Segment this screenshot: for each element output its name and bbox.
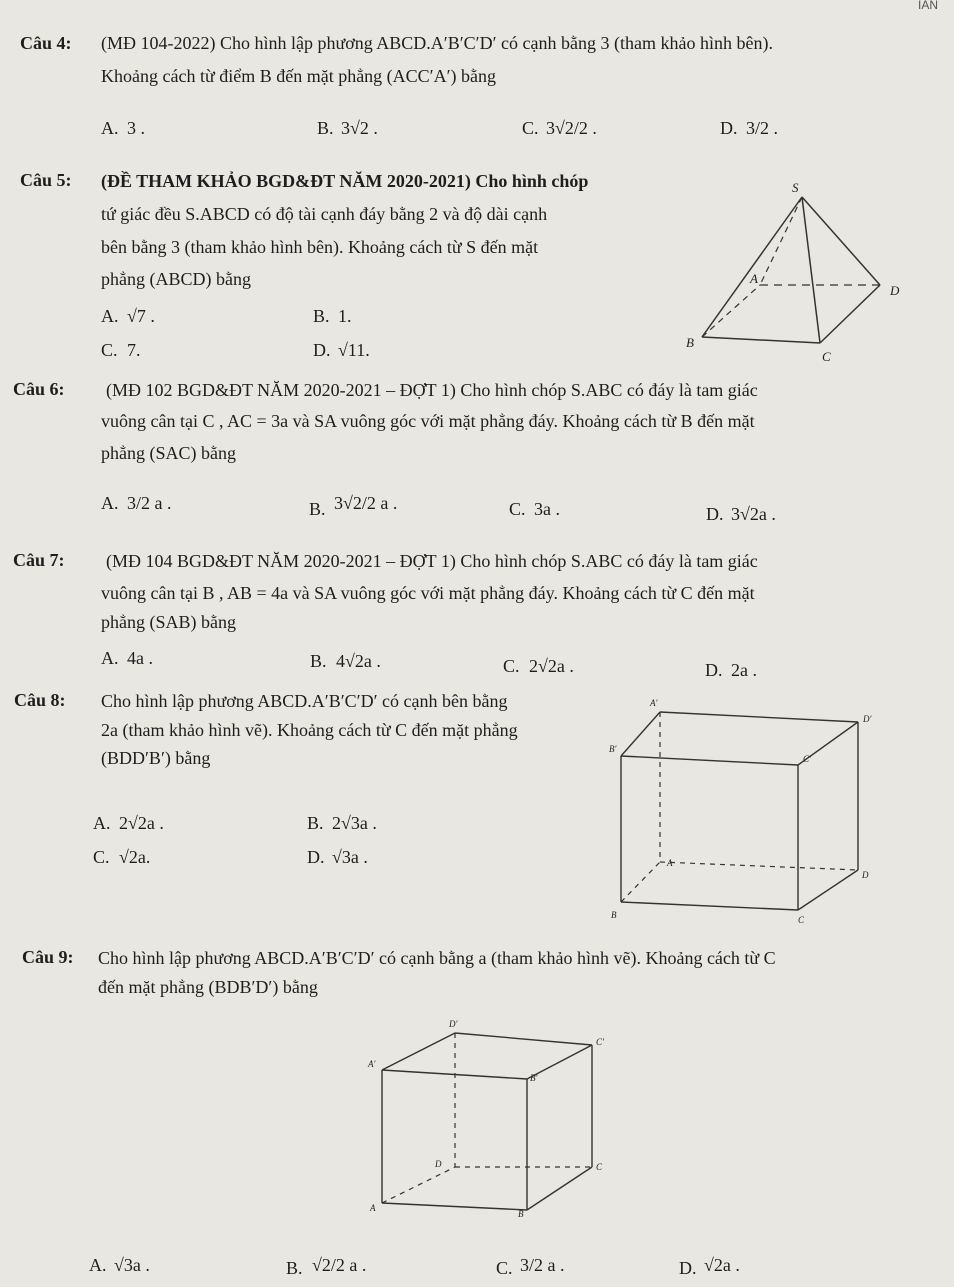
figure-label: C′ [803, 754, 811, 764]
figure-label: D′ [449, 1019, 458, 1029]
option-value: 3√2a . [731, 504, 776, 524]
option-label: A. [101, 648, 119, 668]
figure-label: B′ [530, 1073, 538, 1083]
question-number: Câu 9: [22, 947, 74, 967]
figure-label: D [435, 1159, 442, 1169]
question-number: Câu 5: [20, 170, 72, 190]
option-value: 2√2a . [529, 656, 574, 676]
figure-label: D [890, 283, 900, 298]
figure-label: B [686, 335, 694, 350]
question-text-line: (MĐ 102 BGD&ĐT NĂM 2020-2021 – ĐỢT 1) Cho hình chóp S.ABC có đáy là tam giác [106, 380, 758, 400]
option-value: 3/2 a . [520, 1255, 565, 1275]
option-value: √2a. [119, 847, 151, 867]
question-text-line: vuông cân tại B , AB = 4a và SA vuông góc với mặt phẳng đáy. Khoảng cách từ C đến mặt [101, 583, 755, 603]
figure-label: A [667, 858, 673, 868]
question-number: Câu 8: [14, 690, 66, 710]
option-label: A. [89, 1255, 107, 1275]
option-label: B. [286, 1258, 303, 1278]
option-value: √11. [338, 340, 370, 360]
option-value: 3 . [127, 118, 145, 138]
option-label: C. [101, 340, 118, 360]
option-value: 7. [127, 340, 141, 360]
option-value: 3/2 . [746, 118, 779, 138]
option-value: 2a . [731, 660, 757, 680]
question-text-line: 2a (tham khảo hình vẽ). Khoảng cách từ C đến mặt phẳng [101, 720, 518, 740]
option-label: D. [307, 847, 325, 867]
option-value: 3√2/2 . [546, 118, 597, 138]
option-label: C. [503, 656, 520, 676]
figure-label: C [596, 1162, 603, 1172]
option-value: √3a . [332, 847, 368, 867]
option-value: √2/2 a . [312, 1255, 367, 1275]
question-text-line: phẳng (ABCD) bằng [101, 269, 251, 289]
figure-label: C [822, 349, 831, 364]
option-label: D. [313, 340, 331, 360]
option-label: D. [705, 660, 723, 680]
cube-figure [605, 690, 890, 930]
option-value: √2a . [704, 1255, 740, 1275]
option-value: 3√2 . [341, 118, 378, 138]
cube-figure [360, 1015, 610, 1220]
option-value: 2√3a . [332, 813, 377, 833]
question-text-line: (MĐ 104 BGD&ĐT NĂM 2020-2021 – ĐỢT 1) Cho hình chóp S.ABC có đáy là tam giác [106, 551, 758, 571]
figure-label: B′ [609, 744, 617, 754]
question-number: Câu 7: [13, 550, 65, 570]
option-label: C. [93, 847, 110, 867]
option-value: 1. [338, 306, 352, 326]
figure-label: A [370, 1203, 376, 1213]
question-text-line: vuông cân tại C , AC = 3a và SA vuông góc với mặt phẳng đáy. Khoảng cách từ B đến mặt [101, 411, 755, 431]
option-label: B. [309, 499, 326, 519]
question-text-line: phẳng (SAC) bằng [101, 443, 236, 463]
option-value: 4a . [127, 648, 153, 668]
option-label: B. [313, 306, 330, 326]
question-text-line: Khoảng cách từ điểm B đến mặt phẳng (ACC′A′) bằng [101, 66, 497, 86]
option-label: A. [101, 493, 119, 513]
option-label: A. [101, 306, 119, 326]
option-value: 3√2/2 a . [334, 493, 398, 513]
option-label: A. [101, 118, 119, 138]
figure-label: A [750, 271, 758, 286]
option-value: √7 . [127, 306, 155, 326]
question-text-line: phẳng (SAB) bằng [101, 612, 236, 632]
option-value: √3a . [114, 1255, 150, 1275]
option-value: 4√2a . [336, 651, 381, 671]
question-text-line: tứ giác đều S.ABCD có độ tài cạnh đáy bằng 2 và độ dài cạnh [101, 204, 548, 224]
corner-text: IAN [918, 0, 939, 12]
question-number: Câu 6: [13, 379, 65, 399]
option-value: 3/2 a . [127, 493, 172, 513]
option-label: B. [317, 118, 334, 138]
figure-label: A′ [368, 1059, 376, 1069]
question-text-line: (BDD′B′) bằng [101, 748, 211, 768]
question-text-line: Cho hình lập phương ABCD.A′B′C′D′ có cạnh bên bằng [101, 691, 508, 711]
figure-label: S [792, 180, 799, 195]
question-text-line: đến mặt phẳng (BDB′D′) bằng [98, 977, 318, 997]
figure-label: D [862, 870, 869, 880]
option-label: A. [93, 813, 111, 833]
question-text-line: Cho hình lập phương ABCD.A′B′C′D′ có cạnh bằng a (tham khảo hình vẽ). Khoảng cách từ C [98, 948, 776, 968]
figure-label: B [611, 910, 617, 920]
option-label: C. [522, 118, 539, 138]
option-label: D. [679, 1258, 697, 1278]
option-value: 2√2a . [119, 813, 164, 833]
question-text-line: (MĐ 104-2022) Cho hình lập phương ABCD.A′B′C′D′ có cạnh bằng 3 (tham khảo hình bên). [101, 33, 773, 53]
option-label: B. [307, 813, 324, 833]
pyramid-figure [680, 175, 920, 370]
option-label: B. [310, 651, 327, 671]
option-label: D. [720, 118, 738, 138]
figure-label: A′ [650, 698, 658, 708]
figure-label: C [798, 915, 805, 925]
option-value: 3a . [534, 499, 560, 519]
question-text-line: bên bằng 3 (tham khảo hình bên). Khoảng cách từ S đến mặt [101, 237, 539, 257]
figure-label: B [518, 1209, 524, 1219]
figure-label: D′ [863, 714, 872, 724]
option-label: D. [706, 504, 724, 524]
figure-label: C′ [596, 1037, 604, 1047]
option-label: C. [509, 499, 526, 519]
option-label: C. [496, 1258, 513, 1278]
question-number: Câu 4: [20, 33, 72, 53]
question-text-line: (ĐỀ THAM KHẢO BGD&ĐT NĂM 2020-2021) Cho hình chóp [101, 171, 589, 191]
